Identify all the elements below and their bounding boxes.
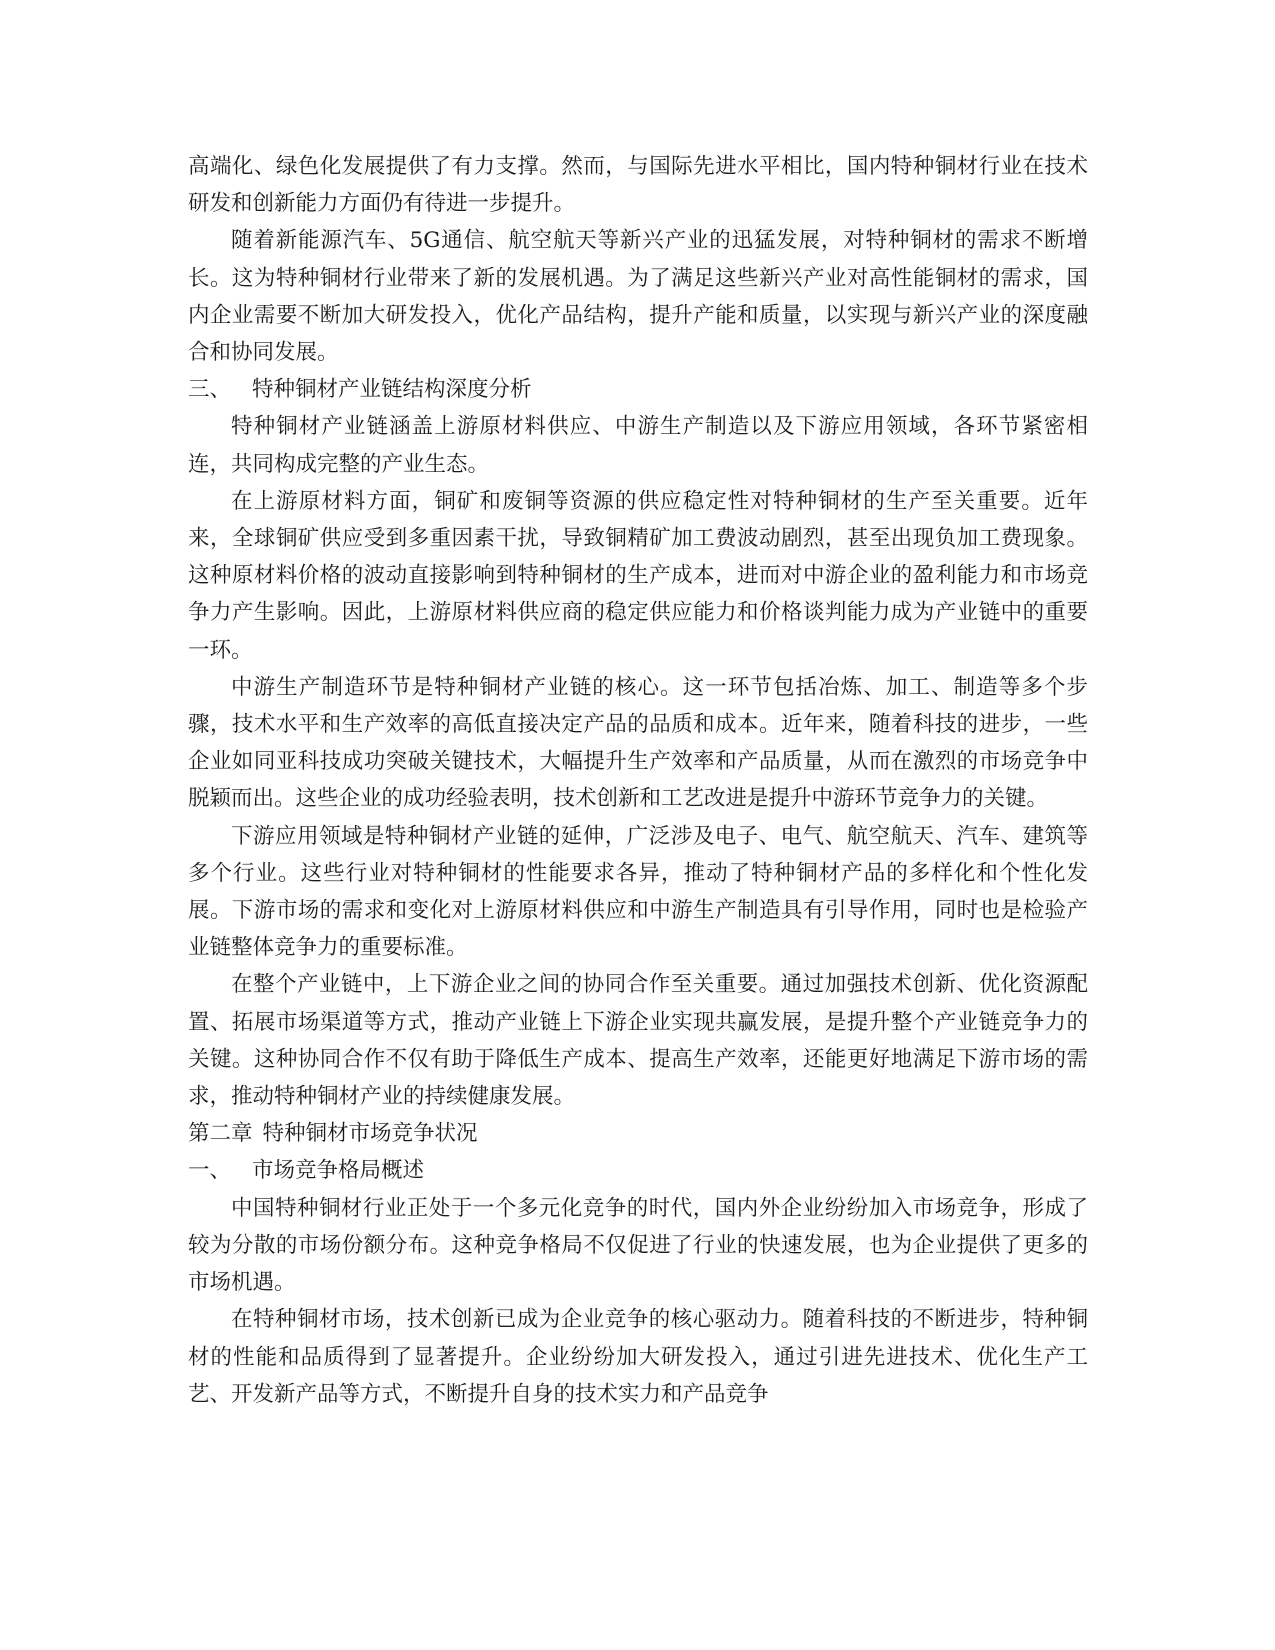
paragraph-technology-innovation: 在特种铜材市场，技术创新已成为企业竞争的核心驱动力。随着科技的不断进步，特种铜材的性能和品质得到了显著提升。企业纷纷加大研发投入，通过引进先进技术、优化生产工艺、开发新产品等方式，不断提升自身的技术实力和产品竞争 [188,1307,1088,1407]
section-number: 一、 [188,1158,232,1184]
paragraph-midstream: 中游生产制造环节是特种铜材产业链的核心。这一环节包括冶炼、加工、制造等多个步骤，技术水平和生产效率的高低直接决定产品的品质和成本。近年来，随着科技的进步，一些企业如同亚科技成功突破关键技术，大幅提升生产效率和产品质量，从而在激烈的市场竞争中脱颖而出。这些企业的成功经验表明，技术创新和工艺改进是提升中游环节竞争力的关键。 [188,674,1088,812]
paragraph-chain-overview: 特种铜材产业链涵盖上游原材料供应、中游生产制造以及下游应用领域，各环节紧密相连，共同构成完整的产业生态。 [188,414,1088,477]
chapter-number: 第二章 [188,1121,253,1147]
paragraph-competition-landscape: 中国特种铜材行业正处于一个多元化竞争的时代，国内外企业纷纷加入市场竞争，形成了较为分散的市场份额分布。这种竞争格局不仅促进了行业的快速发展，也为企业提供了更多的市场机遇。 [188,1195,1088,1296]
paragraph-continuation: 高端化、绿色化发展提供了有力支撑。然而，与国际先进水平相比，国内特种铜材行业在技术研发和创新能力方面仍有待进一步提升。 [188,154,1088,217]
paragraph-downstream: 下游应用领域是特种铜材产业链的延伸，广泛涉及电子、电气、航空航天、汽车、建筑等多个行业。这些行业对特种铜材的性能要求各异，推动了特种铜材产品的多样化和个性化发展。下游市场的需求和变化对上游原材料供应和中游生产制造具有引导作用，同时也是检验产业链整体竞争力的重要标准。 [188,823,1088,961]
section-heading-industry-chain [188,371,1088,408]
paragraph-upstream: 在上游原材料方面，铜矿和废铜等资源的供应稳定性对特种铜材的生产至关重要。近年来，全球铜矿供应受到多重因素干扰，导致铜精矿加工费波动剧烈，甚至出现负加工费现象。这种原材料价格的波动直接影响到特种铜材的生产成本，进而对中游企业的盈利能力和市场竞争力产生影响。因此，上游原材料供应商的稳定供应能力和价格谈判能力成为产业链中的重要一环。 [188,488,1088,663]
chapter-title: 特种铜材市场竞争状况 [262,1121,478,1147]
section-title: 市场竞争格局概述 [252,1158,425,1184]
section-heading-competition-overview [188,1152,1088,1189]
document-page [188,148,1088,1413]
chapter-heading-competition [188,1115,1088,1152]
section-number: 三、 [188,377,232,403]
section-title: 特种铜材产业链结构深度分析 [252,377,532,403]
paragraph-collaboration: 在整个产业链中，上下游企业之间的协同合作至关重要。通过加强技术创新、优化资源配置、拓展市场渠道等方式，推动产业链上下游企业实现共赢发展，是提升整个产业链竞争力的关键。这种协同合作不仅有助于降低生产成本、提高生产效率，还能更好地满足下游市场的需求，推动特种铜材产业的持续健康发展。 [188,972,1088,1110]
paragraph-emerging-industries: 随着新能源汽车、5G通信、航空航天等新兴产业的迅猛发展，对特种铜材的需求不断增长。这为特种铜材行业带来了新的发展机遇。为了满足这些新兴产业对高性能铜材的需求，国内企业需要不断加大研发投入，优化产品结构，提升产能和质量，以实现与新兴产业的深度融合和协同发展。 [188,228,1088,366]
